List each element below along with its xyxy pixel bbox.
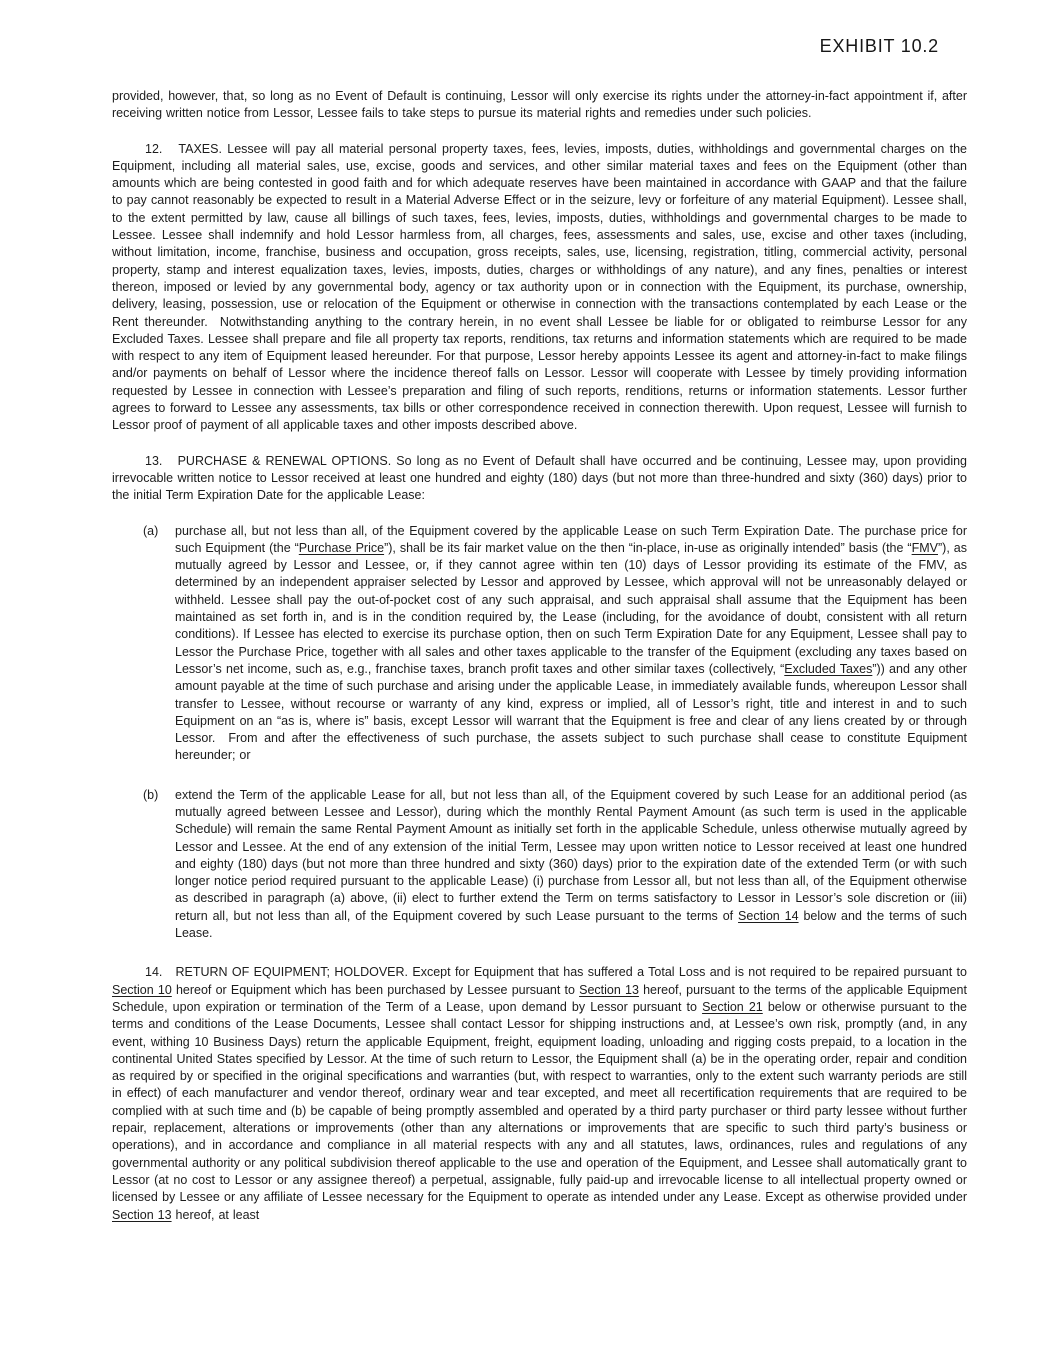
text-segment: 13. PURCHASE & RENEWAL OPTIONS. So long as no Event of Default shall have occurred and be continuing, Lessee may, upon providing irrevocable written notice to Lessor received at least one hundred and eighty (180) days (but not more than three-hundred and sixty (360) days) prior to the initial Term Expiration Date for the applicable Lease: (112, 453, 967, 503)
clause-b (112, 787, 967, 943)
clause-a (112, 523, 967, 765)
intro-paragraph (112, 88, 967, 123)
underlined-reference: Excluded Taxes (784, 661, 873, 676)
text-segment: below and the terms of such Lease. (175, 908, 967, 941)
clause-a-label: (a) (143, 523, 159, 538)
section-12-taxes-paragraph (112, 141, 967, 435)
text-segment: 14. RETURN OF EQUIPMENT; HOLDOVER. Except for Equipment that has suffered a Total Loss and is not required to be repaired pursuant to (145, 965, 967, 980)
text-segment: provided, however, that, so long as no Event of Default is continuing, Lessor will only exercise its rights under the attorney-in-fact appointment if, after receiving written notice from Lessor, Lessee fails to take steps to pursue its material rights and remedies under such policies. (112, 89, 967, 121)
underlined-reference: Section 14 (738, 908, 799, 923)
text-segment: ”), shall be its fair market value on the then “in-place, in-use as originally intended” basis (the “ (384, 540, 912, 555)
text-segment: below or otherwise pursuant to the terms and conditions of the Lease Documents, Lessee shall contact Lessor for shipping instructions and, at Lessee’s own risk, promptly (and, in any event, withing 10 Business Days) return the applicable Equipment, freight, equipment loading, unloading and rigging costs prepaid, to a location in the continental United States specified by Lessor. At the time of such return to Lessor, the Equipment shall (a) be in the operating order, repair and condition as required by or specified in the original specifications and warranties (but, with respect to warranties, only to the extent such warranty periods are still in effect) of each manufacturer and vendor thereof, ordinary wear and tear excepted, and meet all recertification requirements that are required to be complied with at such time and (b) be capable of being promptly assembled and operated by a third party purchaser or third party lessee without further repair, replacement, alterations or improvements (other than any alternations or improvements that are specific to such third party’s business or operations), and in accordance and compliance in all material respects with any and all statutes, laws, ordinances, rules and regulations of any governmental authority or any political subdivision thereof applicable to the use and operation of the Equipment, and Lessee shall automatically grant to Lessor (at no cost to Lessor or any assignee thereof) a perpetual, assignable, fully paid-up and irrevocable license to all intellectual property owned or licensed by Lessee or any affiliate of Lessee necessary for the Equipment to operate as intended under any Lease. Except as otherwise provided under (112, 999, 967, 1205)
exhibit-header: EXHIBIT 10.2 (819, 36, 939, 56)
text-segment: hereof, pursuant to the terms of the applicable Equipment Schedule, upon expiration or termination of the Term of a Lease, upon demand by Lessor pursuant to (112, 982, 967, 1014)
text-segment: hereof or Equipment which has been purchased by Lessee pursuant to (171, 982, 580, 997)
text-segment: 12. TAXES. Lessee will pay all material personal property taxes, fees, levies, imposts, duties, withholdings and governmental charges on the Equipment, including all material sales, use, excise, goods and services, and other similar material taxes and fees on the Equipment (other than amounts which are being contested in good faith and for which adequate reserves have been maintained in accordance with GAAP and that the failure to pay cannot reasonably be expected to result in a Material Adverse Effect or in the seizure, levy or forfeiture of any material Equipment). Lessee shall, to the extent permitted by law, cause all billings of such taxes, fees, levies, imposts, duties, withholdings and governmental charges to be made to Lessee. Lessee shall indemnify and hold Lessor harmless from, all charges, fees, assessments and sales, use, excise and other taxes (including, without limitation, income, franchise, business and occupation, gross receipts, sales, use, licensing, registration, titling, commercial activity, personal property, stamp and interest equalization taxes, levies, imposts, duties, charges or withholdings of any nature), and any fines, penalties or interest thereon, imposed or levied by any governmental body, agency or tax authority upon or in connection with the Equipment, its purchase, ownership, delivery, leasing, possession, use or relocation of the Equipment or otherwise in connection with the transactions contemplated by each Lease or the Rent thereunder. Notwithstanding anything to the contrary herein, in no event shall Lessee be liable for or obligated to reimburse Lessor for any Excluded Taxes. Lessee shall prepare and file all property tax reports, renditions, tax returns and information statements which are required to be made with respect to any item of Equipment leased hereunder. For that purpose, Lessor hereby appoints Lessee its agent and attorney-in-fact to make filings and/or payments on behalf of Lessor where the incidence thereof falls on Lessor. Lessor will cooperate with Lessee by timely providing information requested by Lessee in connection with Lessee’s preparation and filing of such reports, renditions, returns or information statements. Lessor further agrees to forward to Lessee any assessments, tax bills or other correspondence received in connection therewith. Upon request, Lessee will furnish to Lessor proof of payment of all applicable taxes and other imposts described above. (112, 141, 967, 433)
underlined-reference: Section 13 (579, 982, 639, 997)
clause-b-body (175, 787, 967, 943)
text-segment: purchase all, but not less than all, of the Equipment covered by the applicable Lease on such Term Expiration Date. The purchase price for such Equipment (the “ (175, 523, 967, 555)
underlined-reference: Section 21 (702, 999, 763, 1014)
section-13-purchase-renewal-options-paragraph (112, 453, 967, 505)
underlined-reference: Section 10 (112, 982, 172, 997)
clause-a-body (175, 523, 967, 765)
text-segment: ”), as mutually agreed by Lessor and Lessee, or, if they cannot agree within ten (10) days of Lessor providing its estimate of the FMV, as determined by an independent appraiser selected by Lessor and approved by Lessee, which approval will not be unreasonably delayed or withheld. Lessee shall pay the out-of-pocket cost of any such appraisal, and such appraisal shall assume that the Equipment has been maintained as set forth in, and is in the condition required by, the Lease (including, for the avoidance of doubt, consistent with all return conditions). If Lessee has elected to exercise its purchase option, then on such Term Expiration Date for any Equipment, Lessee shall pay to Lessor the Purchase Price, together with all sales and other taxes applicable to the transfer of the Equipment (excluding any taxes based on Lessor’s net income, such as, e.g., franchise taxes, branch profit taxes and other similar taxes (collectively, “ (175, 540, 967, 676)
text-segment: hereof, at least (171, 1207, 260, 1222)
section-14-return-of-equipment-holdover-paragraph (112, 964, 967, 1223)
underlined-reference: Purchase Price (298, 540, 385, 555)
clause-b-label: (b) (143, 787, 159, 802)
underlined-reference: Section 13 (112, 1207, 172, 1222)
text-segment: ”)) and any other amount payable at the time of such purchase and arising under the applicable Lease, in immediately available funds, whereupon Lessor shall transfer to Lessee, without recourse or warranty of any kind, express or implied, all of Lessor’s right, title and interest in and to such Equipment on an “as is, where is” basis, except Lessor will warrant that the Equipment is free and clear of any liens created by or through Lessor. From and after the effectiveness of such purchase, the assets subject to such purchase shall cease to constitute Equipment hereunder; or (175, 661, 967, 763)
underlined-reference: FMV (911, 540, 938, 555)
text-segment: extend the Term of the applicable Lease for all, but not less than all, of the Equipment covered by such Lease for an additional period (as mutually agreed between Lessee and Lessor), during which the monthly Rental Payment Amount (as such term is used in the applicable Schedule) will remain the same Rental Payment Amount as initially set forth in the applicable Schedule, unless otherwise mutually agreed by Lessor and Lessee. At the end of any extension of the initial Term, Lessee may upon written notice to Lessor received at least one hundred and eighty (180) days (but not more than three hundred and sixty (360) days) prior to the expiration date of the extended Term (or with such longer notice period required pursuant to the applicable Lease) (i) purchase from Lessor all, but not less than all, of the Equipment otherwise as described in paragraph (a) above, (ii) elect to further extend the Term on terms satisfactory to Lessor in Lessor’s sole discretion or (iii) return all, but not less than all, of the Equipment covered by such Lease pursuant to the terms of (175, 787, 967, 923)
